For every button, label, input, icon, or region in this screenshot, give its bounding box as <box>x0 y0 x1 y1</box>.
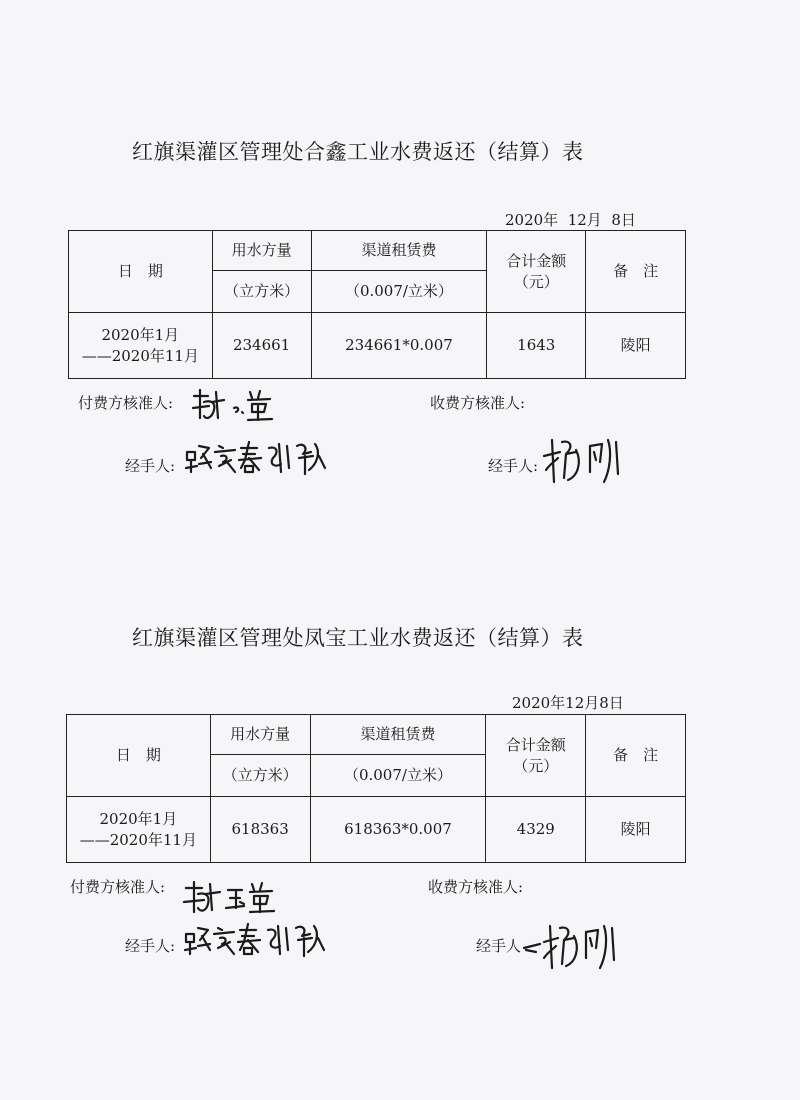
settlement-table <box>66 714 686 863</box>
payer-approver-label: 付费方核准人: <box>78 394 174 412</box>
header-channel-fee: 渠道租赁费 <box>310 715 486 755</box>
header-total-line1: 合计金额 <box>505 736 566 755</box>
table-row <box>67 797 686 863</box>
table-row <box>69 313 686 379</box>
handler-signature-left <box>183 438 333 478</box>
header-date: 日 期 <box>69 231 213 313</box>
header-water-volume: 用水方量 <box>210 715 310 755</box>
cell-remark: 陵阳 <box>586 313 686 379</box>
handler-label-right: 经手人: <box>488 457 539 475</box>
cell-remark: 陵阳 <box>586 797 686 863</box>
payer-signature <box>190 388 280 424</box>
receiver-approver-label: 收费方核准人: <box>428 878 524 896</box>
header-total-line2: （元） <box>513 756 559 775</box>
period-end: ——2020年11月 <box>81 346 199 365</box>
header-remark: 备 注 <box>586 715 686 797</box>
cell-total: 1643 <box>487 313 586 379</box>
cell-formula: 618363*0.007 <box>310 797 486 863</box>
handler-signature-right <box>540 432 630 488</box>
header-water-volume: 用水方量 <box>212 231 311 271</box>
header-date: 日 期 <box>67 715 211 797</box>
handler-label-left: 经手人: <box>125 457 176 475</box>
cell-period <box>67 797 211 863</box>
header-total-line1: 合计金额 <box>506 252 567 271</box>
period-start: 2020年1月 <box>99 810 178 829</box>
payer-approver-label: 付费方核准人: <box>70 878 166 896</box>
header-total-line2: （元） <box>513 272 559 291</box>
settlement-table <box>68 230 686 379</box>
form-date: 2020年12月8日 <box>512 694 624 712</box>
period-start: 2020年1月 <box>101 326 180 345</box>
header-remark: 备 注 <box>586 231 686 313</box>
handler-signature-left <box>182 920 332 960</box>
cell-total: 4329 <box>486 797 586 863</box>
cell-volume: 234661 <box>212 313 311 379</box>
handler-label-left: 经手人: <box>125 937 176 955</box>
form-title: 红旗渠灌区管理处凤宝工业水费返还（结算）表 <box>132 626 584 650</box>
header-water-unit: （立方米） <box>212 271 311 313</box>
header-total <box>487 231 586 313</box>
header-channel-fee: 渠道租赁费 <box>311 231 487 271</box>
header-total <box>486 715 586 797</box>
cell-period <box>69 313 213 379</box>
handler-label-right: 经手人 <box>476 937 522 955</box>
header-fee-rate: （0.007/立米） <box>311 271 487 313</box>
payer-signature <box>180 880 280 916</box>
header-fee-rate: （0.007/立米） <box>310 755 486 797</box>
form-title: 红旗渠灌区管理处合鑫工业水费返还（结算）表 <box>132 140 584 164</box>
cell-formula: 234661*0.007 <box>311 313 487 379</box>
cell-volume: 618363 <box>210 797 310 863</box>
receiver-approver-label: 收费方核准人: <box>430 394 526 412</box>
header-water-unit: （立方米） <box>210 755 310 797</box>
handler-signature-right <box>522 918 622 974</box>
form-date: 2020年 12月 8日 <box>505 211 636 229</box>
period-end: ——2020年11月 <box>79 830 197 849</box>
